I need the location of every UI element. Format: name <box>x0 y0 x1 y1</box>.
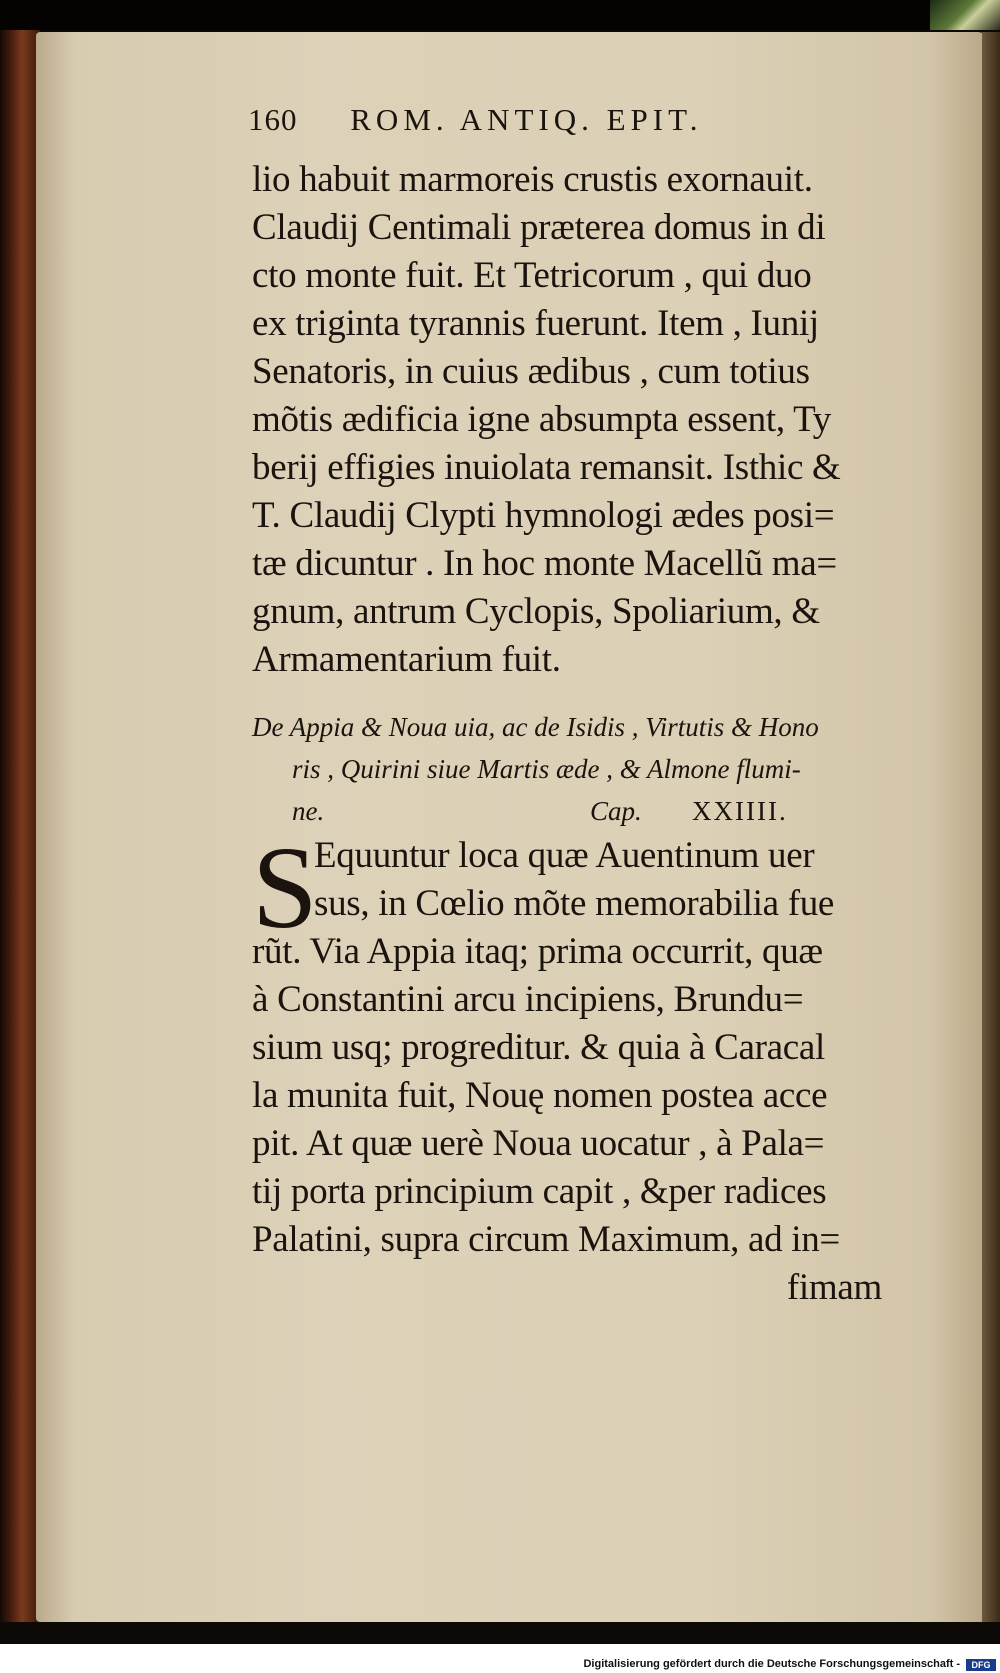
text-line: Palatini, supra circum Maximum, ad in= <box>252 1219 840 1260</box>
drop-cap-initial: S <box>252 822 318 953</box>
chapter-number: XXIIII. <box>692 796 788 826</box>
page-number: 160 <box>248 102 298 137</box>
book-spine <box>0 30 40 1625</box>
text-line: berij effigies inuiolata remansit. Isthic & <box>252 447 841 488</box>
chapter-heading <box>252 706 942 832</box>
digitization-credit: Digitalisierung gefördert durch die Deutsche Forschungsgemeinschaft - <box>583 1658 960 1670</box>
text-line: à Constantini arcu incipiens, Brundu= <box>252 979 804 1020</box>
text-line: gnum, antrum Cyclopis, Spoliarium, & <box>252 591 820 632</box>
chapter-label: Cap. <box>590 796 642 826</box>
text-block-2 <box>252 822 942 1312</box>
page-edge <box>982 32 1000 1622</box>
text-line: sus, in Cœlio mõte memorabilia fue <box>314 883 835 924</box>
catchword: fimam <box>786 1267 882 1308</box>
text-line: tæ dicuntur . In hoc monte Macellũ ma= <box>252 543 837 584</box>
text-line: Equuntur loca quæ Auentinum uer <box>314 835 815 876</box>
text-line: Armamentarium fuit. <box>252 639 561 680</box>
scan-corner-background <box>930 0 1000 30</box>
scan-bottom-border <box>0 1622 1000 1644</box>
dfg-logo: DFG <box>966 1659 996 1671</box>
chapter-heading-end: ne. <box>292 796 325 826</box>
text-line: T. Claudij Clypti hymnologi ædes posi= <box>252 495 835 536</box>
text-line: tij porta principium capit , &per radices <box>252 1171 827 1212</box>
text-line: pit. At quæ uerè Noua uocatur , à Pala= <box>252 1123 825 1164</box>
running-title: ROM. ANTIQ. EPIT. <box>350 102 703 137</box>
chapter-heading-line: De Appia & Noua uia, ac de Isidis , Virtutis & Hono <box>252 712 819 742</box>
scan-top-border <box>0 0 1000 30</box>
text-line: la munita fuit, Nouę nomen postea acce <box>252 1075 828 1116</box>
text-line: mõtis ædificia igne absumpta essent, Ty <box>252 399 831 440</box>
text-line: Senatoris, in cuius ædibus , cum totius <box>252 351 810 392</box>
text-line: rũt. Via Appia itaq; prima occurrit, quæ <box>252 931 823 972</box>
text-line: ex triginta tyrannis fuerunt. Item , Iunij <box>252 303 819 344</box>
text-line: lio habuit marmoreis crustis exornauit. <box>252 159 813 200</box>
running-header <box>248 102 888 154</box>
chapter-heading-line <box>252 790 942 832</box>
text-line: sium usq; progreditur. & quia à Caracal <box>252 1027 825 1068</box>
chapter-heading-line: ris , Quirini siue Martis æde , & Almone flumi- <box>292 754 801 784</box>
text-block-1 <box>252 156 942 684</box>
text-line: Claudij Centimali præterea domus in di <box>252 207 826 248</box>
text-line: cto monte fuit. Et Tetricorum , qui duo <box>252 255 812 296</box>
